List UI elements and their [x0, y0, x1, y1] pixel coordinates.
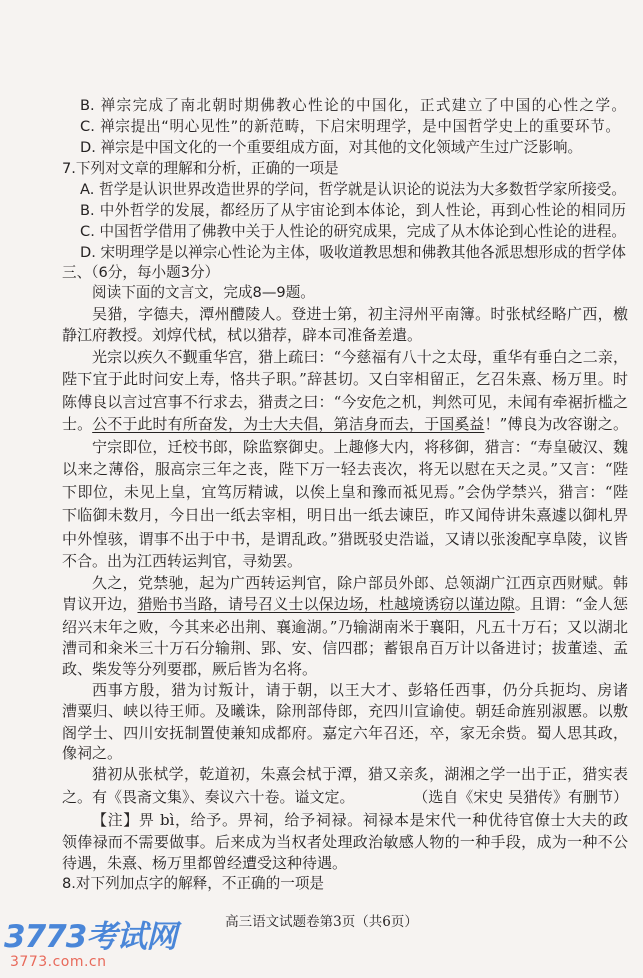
text: 。且谓：“金人惩	[514, 595, 628, 613]
q8-stem: 8.对下列加点字的解释，不正确的一项是	[62, 875, 325, 892]
passage-line: 静江府教授。刘焞代栻，栻以猎荐，辟本司准备差遣。	[62, 326, 423, 344]
passage-line	[62, 414, 628, 434]
underlined-sentence: 公不于此时有所奋发，为士大夫倡，第洁身而去，于国奚益	[92, 415, 485, 433]
passage-line	[62, 594, 628, 614]
source-citation: （选自《宋史 吴猎传》有删节）	[413, 788, 628, 806]
text: 士。	[62, 415, 93, 433]
q6-option-d: D. 禅宗是中国文化的一个重要组成方面，对其他的文化领域产生过广泛影响。	[80, 139, 583, 156]
note-line: 领俸禄而不需要做事。后来成为当权者处理政治敏感人物的一种手段，成为一种不公	[62, 833, 628, 851]
passage-line: 猎初从张栻学，乾道初，朱熹会栻于潭，猎又亲炙，湖湘之学一出于正，猎实表	[92, 765, 628, 783]
q7-option-d: D. 宋明理学是以禅宗心性论为主体，吸收道教思想和佛教其他各派思想形成的哲学体	[80, 244, 626, 261]
watermark-logo	[4, 920, 176, 970]
passage-line: 阁学士、四川安抚制置使兼知成都府。嘉定六年召还，卒，家无余赀。蜀人思其政，	[62, 724, 628, 742]
page-footer: 高三语文试题卷第3页（共6页）	[225, 914, 418, 930]
q7-stem: 7.下列对文章的理解和分析，正确的一项是	[62, 160, 339, 177]
text: 之。有《畏斋文集》、奏议六十卷。谥文定。	[62, 788, 355, 806]
passage-line: 像祠之。	[62, 744, 123, 762]
q7-option-c: C. 中国哲学借用了佛教中关于人性论的研究成果，完成了从木体论到心性论的进程。	[80, 223, 626, 240]
passage-line	[62, 787, 628, 807]
passage-line: 光宗以疾久不觐重华宫，猎上疏曰：“今慈福有八十之太母，重华有垂白之二亲，	[92, 348, 628, 366]
underlined-sentence: 猎贻书当路，请号召义士以保边场，杜越境诱窃以谨边隙	[137, 595, 515, 613]
passage-line: 下即位，未见上皇，宜笃厉精诚，以俟上皇和豫而祗见焉。”会伪学禁兴，猎言：“陛	[62, 483, 628, 501]
section-instruction: 阅读下面的文言文，完成8—9题。	[92, 284, 315, 301]
note-line: 【注】畀 bì，给予。畀祠，给予祠禄。祠禄本是宋代一种优待官僚士大夫的政	[92, 811, 628, 829]
passage-line: 政、柴发等分列要郡，厥后皆为名将。	[62, 660, 318, 678]
passage-line: 久之，党禁驰，起为广西转运判官，除户部员外郎、总领湖广江西京西财赋。韩	[92, 574, 628, 592]
passage-line: 吴猎，字德夫，潭州醴陵人。登进士第，初主浔州平南簿。时张栻经略广西，檄	[92, 305, 628, 323]
passage-line: 西事方殷，猎为讨叛计，请于朝，以王大才、彭辂任西事，仍分兵扼均、房诸	[92, 681, 628, 699]
passage-line: 陛下宜于此时问安上寿，恪共子职。”辞甚切。又白宰相留正，乞召朱熹、杨万里。时	[62, 370, 628, 388]
logo-chinese: 考试网	[86, 919, 177, 955]
passage-line: 不合。出为江西转运判官，寻劾罢。	[62, 552, 303, 570]
passage-line: 陈傅良以言过宫事不行求去，猎责之曰：“今安危之机，判然可见，未闻有牵裾折槛之	[62, 393, 628, 411]
passage-line: 绍兴末年之败，今其来必出荆、襄逾湖。”乃输湖南米于襄阳，凡五十万石；又以湖北	[62, 618, 628, 636]
passage-line: 宁宗即位，迁校书郎，除监察御史。上趣修大内，将移御，猎言：“寿皇破汉、魏	[92, 438, 628, 456]
logo-brand	[4, 920, 176, 954]
text: 胄议开边，	[62, 595, 138, 613]
passage-line: 漕司和籴米三十万石分输荆、郢、安、信四郡；蓄银帛百万计以备进讨；拔董逵、孟	[62, 639, 628, 657]
passage-line: 中外惶骇，谓事不出于中书，是谓乱政。”猎既驳史浩谥，又请以张浚配享阜陵，议皆	[62, 530, 628, 548]
passage-line: 漕粟归、峡以待王师。及曦诛，除刑部侍郎，充四川宣谕使。朝廷命旌别淑慝。以敷	[62, 702, 628, 720]
passage-line: 以来之薄俗，服高宗三年之丧，陛下万一轻去丧次，将无以慰在天之灵。”又言：“陛	[62, 460, 628, 478]
q6-option-c: C. 禅宗提出“明心见性”的新范畴，下启宋明理学，是中国哲学史上的重要环节。	[80, 118, 620, 135]
text: ！”傅良为改容谢之。	[484, 415, 628, 433]
logo-url: 3773.com.cn	[10, 954, 107, 970]
passage-line: 下临御未数月，今日出一纸去宰相，明日出一纸去谏臣，昨又闻侍讲朱熹遽以御札畀	[62, 506, 628, 524]
q7-option-a: A. 哲学是认识世界改造世界的学问，哲学就是认识论的说法为大多数哲学家所接受。	[80, 181, 626, 198]
q7-option-b: B. 中外哲学的发展，都经历了从宇宙论到本体论，到人性论，再到心性论的相同历	[80, 202, 626, 219]
section-heading: 三、（6分，每小题3分）	[62, 264, 220, 281]
logo-number: 3773	[4, 919, 87, 955]
note-line: 待遇，朱熹、杨万里都曾经遭受这种待遇。	[62, 854, 348, 872]
q6-option-b: B. 禅宗完成了南北朝时期佛教心性论的中国化，正式建立了中国的心性之学。	[80, 97, 626, 114]
